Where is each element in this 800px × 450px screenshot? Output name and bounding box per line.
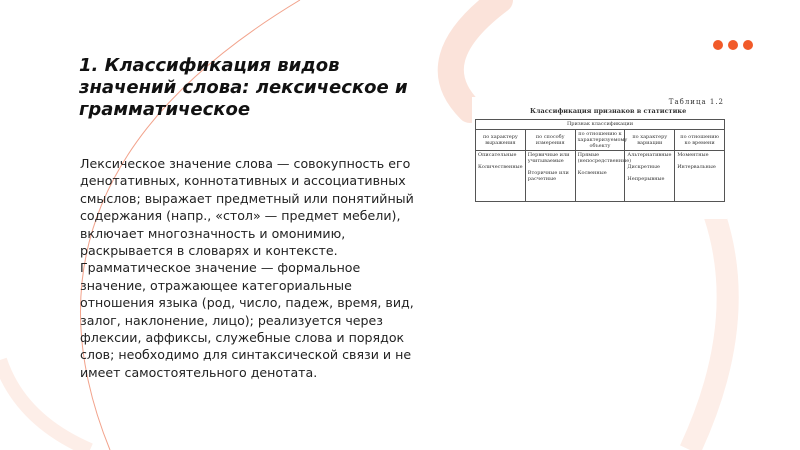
table-column-header: по отношению к характеризуемому объекту xyxy=(575,130,625,151)
cell-value: Непрерывные xyxy=(627,176,665,182)
cell-value: Прямые (непосредственные) xyxy=(577,152,632,164)
cell-value: Дискретные xyxy=(627,164,660,170)
table-caption: Классификация признаков в статистике xyxy=(530,107,687,115)
dot-icon xyxy=(728,40,738,50)
table-column-header: по характеру вариации xyxy=(625,130,675,151)
slide-body-text: Лексическое значение слова — совокупность его денотативных, коннотативных и ассоциативных смыслов; выражает предметный или понятийный содержания (напр., «стол» — предмет мебели), включает многозначность и омонимию, раскрывается в словарях и контексте. Грамматическое значение — формальное значение, отражающее категориальные отношения языка (род, число, падеж, время, вид, залог, наклонение, лицо); реализуется через флексии, аффиксы, служебные слова и порядок слов; необходимо для синтаксической связи и не имеет самостоятельного денотата. xyxy=(80,156,414,380)
table-number: Таблица 1.2 xyxy=(668,98,724,106)
bottom-left-arc xyxy=(0,360,90,450)
classification-table-image xyxy=(472,97,727,219)
cell-value: Количественные xyxy=(478,164,523,170)
cell-value: Моментные xyxy=(677,152,709,158)
classification-table xyxy=(475,119,725,202)
cell-value: Первичные или учитываемые xyxy=(527,152,570,164)
cell-value: Вторичные или расчетные xyxy=(527,170,569,182)
table-cell xyxy=(575,151,632,202)
cell-value: Альтернативные xyxy=(627,152,672,158)
table-group-header: Признак классификации xyxy=(476,120,725,130)
cell-value: Интервальные xyxy=(677,164,716,170)
right-arc-stroke xyxy=(690,180,728,450)
slide-title: 1. Классификация видов значений слова: лексическое и грамматическое xyxy=(79,55,408,120)
table-column-header: по отношению ко времени xyxy=(675,130,725,151)
table-column-header: по способу измерения xyxy=(525,130,575,151)
decorative-dots xyxy=(713,40,753,50)
top-arc-stroke xyxy=(451,0,500,110)
table-cell xyxy=(675,151,725,202)
dot-icon xyxy=(743,40,753,50)
table-cell xyxy=(525,151,575,202)
dot-icon xyxy=(713,40,723,50)
table-cell xyxy=(476,151,526,202)
cell-value: Косвенные xyxy=(577,170,607,176)
cell-value: Описательные xyxy=(478,152,517,158)
table-cell xyxy=(625,151,675,202)
table-column-header: по характеру выражения xyxy=(476,130,526,151)
